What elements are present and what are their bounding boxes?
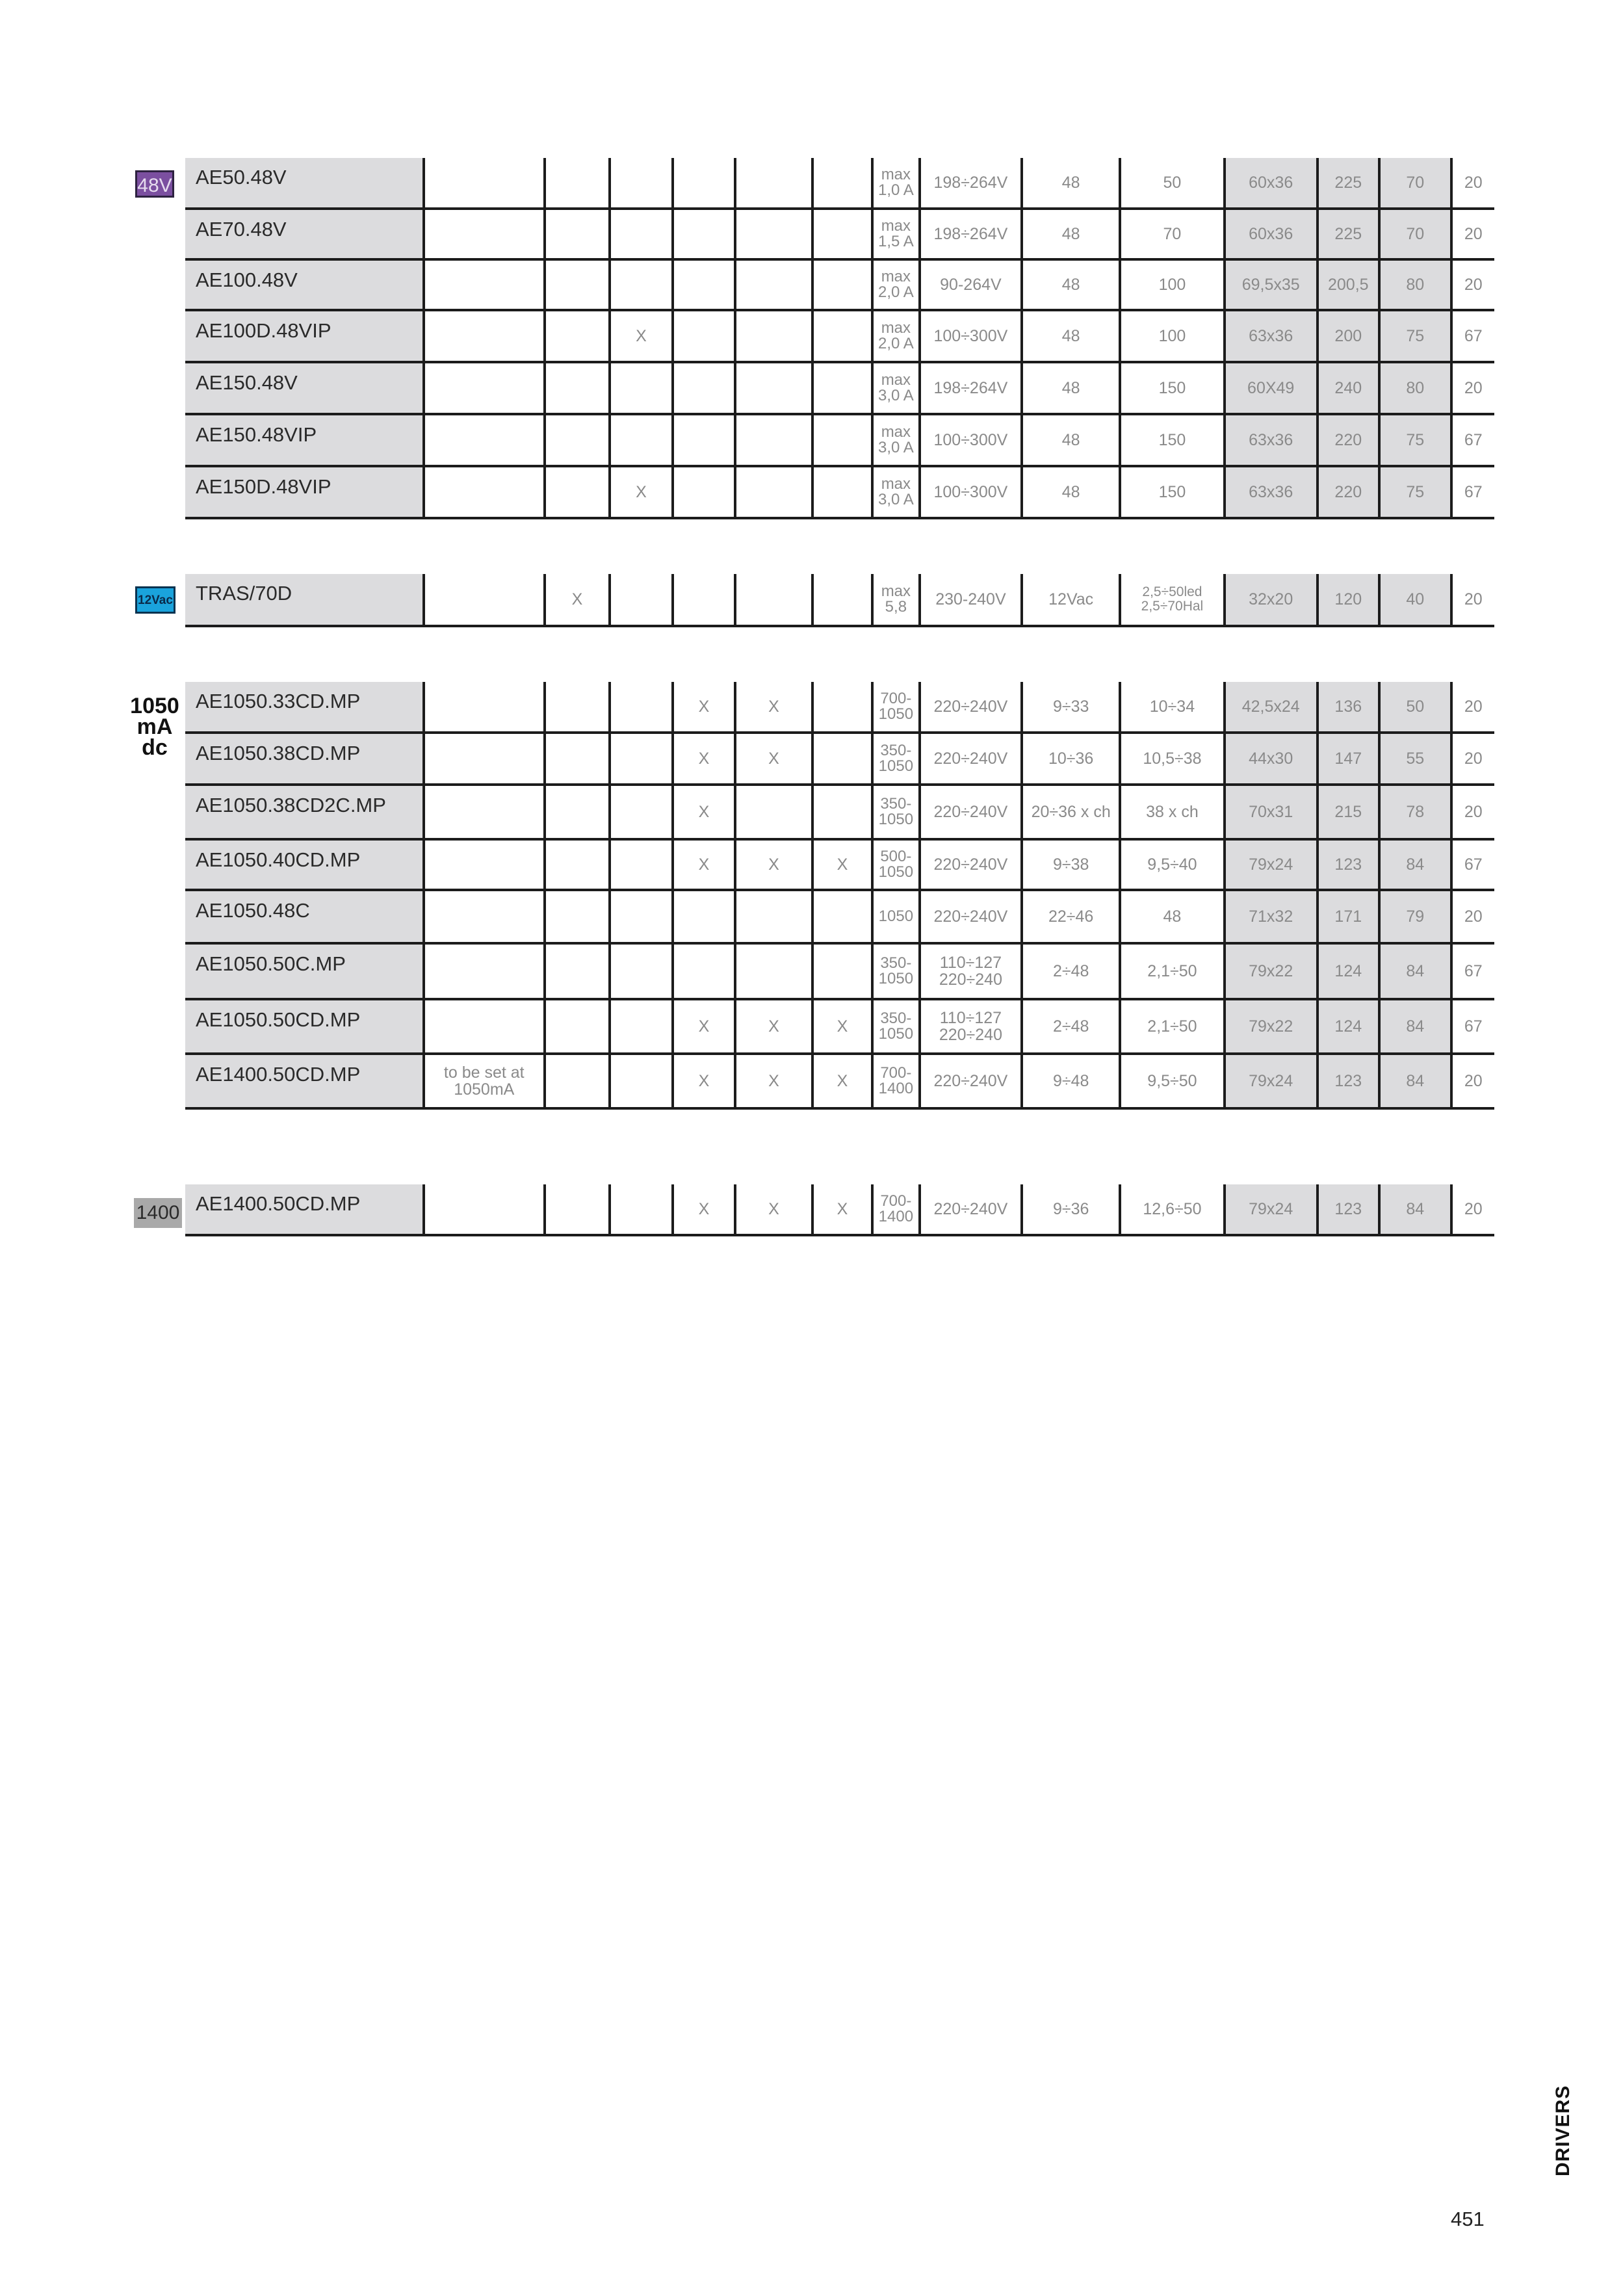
cell-c2 [610, 158, 672, 209]
cell-len: 124 [1318, 943, 1379, 999]
cell-amp: 350- 1050 [872, 943, 919, 999]
cell-c5 [812, 259, 872, 310]
cell-len: 200 [1318, 310, 1379, 362]
cell-c3 [673, 209, 735, 259]
table-row [185, 839, 1494, 890]
cell-size: 32x20 [1225, 574, 1318, 626]
badge-1050-line1: 1050 [130, 694, 179, 718]
cell-power [1120, 574, 1225, 626]
cell-note [424, 259, 545, 310]
cell-weight: 55 [1379, 733, 1451, 785]
cell-c1 [545, 890, 610, 943]
table-row [185, 209, 1494, 259]
cell-vout: 9÷33 [1022, 682, 1120, 733]
cell-amp: max 3,0 A [872, 414, 919, 466]
cell-model: AE1050.38CD.MP [185, 733, 424, 785]
cell-c1: X [545, 574, 610, 626]
cell-len: 123 [1318, 1184, 1379, 1235]
cell-c5 [812, 943, 872, 999]
cell-c4: X [735, 682, 812, 733]
cell-size: 60x36 [1225, 209, 1318, 259]
cell-vout: 9÷36 [1022, 1184, 1120, 1235]
cell-power: 150 [1120, 414, 1225, 466]
cell-weight: 84 [1379, 999, 1451, 1054]
cell-power: 2,1÷50 [1120, 999, 1225, 1054]
cell-c1 [545, 999, 610, 1054]
cell-c4: X [735, 733, 812, 785]
cell-size: 63x36 [1225, 310, 1318, 362]
cell-c1 [545, 943, 610, 999]
cell-c3: X [673, 1054, 735, 1108]
cell-ip: 20 [1451, 785, 1494, 839]
cell-ip: 20 [1451, 209, 1494, 259]
cell-model: AE100D.48VIP [185, 310, 424, 362]
cell-weight: 84 [1379, 943, 1451, 999]
cell-c3 [673, 362, 735, 414]
cell-c5: X [812, 1184, 872, 1235]
cell-c3 [673, 574, 735, 626]
cell-c4 [735, 466, 812, 518]
cell-model: AE1050.38CD2C.MP [185, 785, 424, 839]
cell-vout: 22÷46 [1022, 890, 1120, 943]
cell-vin: 220÷240V [920, 785, 1022, 839]
cell-power: 9,5÷50 [1120, 1054, 1225, 1108]
cell-c1 [545, 259, 610, 310]
cell-size: 79x24 [1225, 839, 1318, 890]
cell-c3: X [673, 839, 735, 890]
badge-1050-line3: dc [142, 735, 168, 760]
cell-vout: 9÷38 [1022, 839, 1120, 890]
cell-c2 [610, 1054, 672, 1108]
cell-c5 [812, 310, 872, 362]
cell-c5: X [812, 999, 872, 1054]
cell-weight: 75 [1379, 466, 1451, 518]
cell-size: 42,5x24 [1225, 682, 1318, 733]
cell-c4 [735, 209, 812, 259]
cell-model: AE150.48V [185, 362, 424, 414]
cell-c3: X [673, 785, 735, 839]
cell-c4 [735, 785, 812, 839]
cell-vin: 220÷240V [920, 733, 1022, 785]
cell-ip: 20 [1451, 890, 1494, 943]
cell-size: 71x32 [1225, 890, 1318, 943]
cell-model: AE1050.48C [185, 890, 424, 943]
cell-c5 [812, 158, 872, 209]
table-row [185, 574, 1494, 626]
table-row [185, 785, 1494, 839]
table-row [185, 1054, 1494, 1108]
table-row [185, 259, 1494, 310]
cell-len: 171 [1318, 890, 1379, 943]
cell-vin: 198÷264V [920, 158, 1022, 209]
cell-c2 [610, 890, 672, 943]
cell-note [424, 414, 545, 466]
cell-c3 [673, 310, 735, 362]
cell-c3 [673, 466, 735, 518]
cell-c5 [812, 682, 872, 733]
cell-vin: 110÷127 220÷240 [920, 999, 1022, 1054]
cell-note [424, 310, 545, 362]
cell-c3: X [673, 999, 735, 1054]
cell-power: 48 [1120, 890, 1225, 943]
cell-model: AE150D.48VIP [185, 466, 424, 518]
cell-weight: 50 [1379, 682, 1451, 733]
cell-amp: 350- 1050 [872, 733, 919, 785]
cell-weight: 79 [1379, 890, 1451, 943]
cell-c3 [673, 943, 735, 999]
cell-power: 12,6÷50 [1120, 1184, 1225, 1235]
cell-vin: 198÷264V [920, 209, 1022, 259]
cell-vout: 2÷48 [1022, 999, 1120, 1054]
cell-model: AE70.48V [185, 209, 424, 259]
cell-len: 225 [1318, 209, 1379, 259]
cell-size: 69,5x35 [1225, 259, 1318, 310]
table-row [185, 1184, 1494, 1235]
cell-c2 [610, 943, 672, 999]
cell-vin: 110÷127 220÷240 [920, 943, 1022, 999]
cell-c4: X [735, 839, 812, 890]
cell-c5 [812, 209, 872, 259]
cell-c2 [610, 574, 672, 626]
cell-c4 [735, 362, 812, 414]
badge-1400: 1400 [134, 1198, 182, 1228]
cell-c4 [735, 414, 812, 466]
cell-len: 123 [1318, 1054, 1379, 1108]
cell-note [424, 574, 545, 626]
cell-note [424, 682, 545, 733]
table-12vac-drivers [185, 574, 1494, 627]
cell-c4: X [735, 999, 812, 1054]
cell-c5 [812, 414, 872, 466]
cell-c1 [545, 414, 610, 466]
cell-vout: 2÷48 [1022, 943, 1120, 999]
cell-weight: 70 [1379, 209, 1451, 259]
cell-c3: X [673, 733, 735, 785]
cell-vin: 100÷300V [920, 466, 1022, 518]
cell-model: AE1050.40CD.MP [185, 839, 424, 890]
cell-c4 [735, 259, 812, 310]
cell-vin: 90-264V [920, 259, 1022, 310]
cell-vout: 48 [1022, 414, 1120, 466]
cell-vin: 220÷240V [920, 890, 1022, 943]
cell-size: 44x30 [1225, 733, 1318, 785]
cell-amp: 700- 1400 [872, 1054, 919, 1108]
cell-c3: X [673, 682, 735, 733]
cell-c5 [812, 574, 872, 626]
table-row [185, 362, 1494, 414]
cell-model: AE1050.33CD.MP [185, 682, 424, 733]
cell-size: 70x31 [1225, 785, 1318, 839]
cell-c2 [610, 362, 672, 414]
cell-c2: X [610, 466, 672, 518]
cell-model: AE50.48V [185, 158, 424, 209]
cell-amp: max 3,0 A [872, 466, 919, 518]
cell-amp: max 1,5 A [872, 209, 919, 259]
badge-1050-line2: mA [136, 714, 173, 739]
cell-note [424, 733, 545, 785]
cell-len: 120 [1318, 574, 1379, 626]
cell-model: AE100.48V [185, 259, 424, 310]
cell-amp: max 3,0 A [872, 362, 919, 414]
cell-c5 [812, 466, 872, 518]
badge-48v: 48V [135, 170, 174, 198]
cell-note [424, 362, 545, 414]
cell-c1 [545, 785, 610, 839]
cell-amp: max 1,0 A [872, 158, 919, 209]
cell-amp: max 2,0 A [872, 310, 919, 362]
cell-ip: 20 [1451, 733, 1494, 785]
cell-vin: 100÷300V [920, 414, 1022, 466]
cell-ip: 20 [1451, 682, 1494, 733]
table-1400ma-drivers [185, 1184, 1494, 1236]
cell-vout: 9÷48 [1022, 1054, 1120, 1108]
cell-power: 10,5÷38 [1120, 733, 1225, 785]
page-number: 451 [1451, 2208, 1485, 2230]
cell-ip: 20 [1451, 574, 1494, 626]
cell-len: 240 [1318, 362, 1379, 414]
cell-vout: 48 [1022, 310, 1120, 362]
cell-size: 79x24 [1225, 1054, 1318, 1108]
cell-note [424, 943, 545, 999]
cell-amp: 700- 1400 [872, 1184, 919, 1235]
cell-c1 [545, 158, 610, 209]
cell-c2 [610, 1184, 672, 1235]
cell-model: AE1050.50C.MP [185, 943, 424, 999]
cell-c2 [610, 999, 672, 1054]
cell-power: 100 [1120, 310, 1225, 362]
cell-power: 9,5÷40 [1120, 839, 1225, 890]
cell-note [424, 1184, 545, 1235]
cell-len: 147 [1318, 733, 1379, 785]
cell-c5 [812, 890, 872, 943]
cell-c1 [545, 1184, 610, 1235]
cell-note [424, 158, 545, 209]
table-row [185, 414, 1494, 466]
cell-ip: 67 [1451, 999, 1494, 1054]
cell-model: TRAS/70D [185, 574, 424, 626]
cell-vout: 48 [1022, 158, 1120, 209]
cell-vout: 48 [1022, 466, 1120, 518]
cell-vin: 220÷240V [920, 682, 1022, 733]
cell-vout: 48 [1022, 209, 1120, 259]
cell-c1 [545, 682, 610, 733]
cell-c5: X [812, 1054, 872, 1108]
cell-model: AE150.48VIP [185, 414, 424, 466]
cell-c1 [545, 1054, 610, 1108]
cell-vin: 220÷240V [920, 1184, 1022, 1235]
cell-note [424, 890, 545, 943]
cell-c4 [735, 158, 812, 209]
cell-c3 [673, 890, 735, 943]
cell-c4: X [735, 1054, 812, 1108]
table-row [185, 682, 1494, 733]
cell-c2: X [610, 310, 672, 362]
cell-c2 [610, 785, 672, 839]
cell-len: 200,5 [1318, 259, 1379, 310]
badge-12vac: 12Vac [135, 586, 175, 614]
cell-size: 79x22 [1225, 943, 1318, 999]
cell-c1 [545, 466, 610, 518]
cell-size: 63x36 [1225, 414, 1318, 466]
cell-amp: max 5,8 [872, 574, 919, 626]
cell-note: to be set at 1050mA [424, 1054, 545, 1108]
cell-len: 123 [1318, 839, 1379, 890]
table-row [185, 466, 1494, 518]
cell-ip: 20 [1451, 259, 1494, 310]
cell-power: 150 [1120, 362, 1225, 414]
cell-c1 [545, 839, 610, 890]
cell-vout: 48 [1022, 259, 1120, 310]
cell-vout: 20÷36 x ch [1022, 785, 1120, 839]
cell-len: 225 [1318, 158, 1379, 209]
cell-weight: 40 [1379, 574, 1451, 626]
cell-vin: 230-240V [920, 574, 1022, 626]
cell-vout: 12Vac [1022, 574, 1120, 626]
cell-size: 79x24 [1225, 1184, 1318, 1235]
cell-len: 215 [1318, 785, 1379, 839]
table-row [185, 733, 1494, 785]
cell-ip: 67 [1451, 839, 1494, 890]
cell-ip: 67 [1451, 310, 1494, 362]
cell-c2 [610, 259, 672, 310]
cell-ip: 20 [1451, 1184, 1494, 1235]
cell-model: AE1050.50CD.MP [185, 999, 424, 1054]
cell-model: AE1400.50CD.MP [185, 1054, 424, 1108]
cell-size: 60X49 [1225, 362, 1318, 414]
cell-c5 [812, 785, 872, 839]
cell-amp: 500- 1050 [872, 839, 919, 890]
cell-power: 10÷34 [1120, 682, 1225, 733]
cell-len: 220 [1318, 414, 1379, 466]
cell-len: 124 [1318, 999, 1379, 1054]
cell-power: 50 [1120, 158, 1225, 209]
cell-weight: 78 [1379, 785, 1451, 839]
cell-vin: 220÷240V [920, 1054, 1022, 1108]
cell-weight: 84 [1379, 839, 1451, 890]
cell-c3 [673, 414, 735, 466]
cell-c1 [545, 733, 610, 785]
cell-amp: 700- 1050 [872, 682, 919, 733]
cell-power-line1: 2,5÷50led [1142, 584, 1202, 599]
cell-power: 70 [1120, 209, 1225, 259]
table-row [185, 890, 1494, 943]
cell-c2 [610, 733, 672, 785]
cell-vin: 100÷300V [920, 310, 1022, 362]
cell-power: 38 x ch [1120, 785, 1225, 839]
cell-ip: 67 [1451, 466, 1494, 518]
cell-size: 79x22 [1225, 999, 1318, 1054]
cell-weight: 84 [1379, 1054, 1451, 1108]
table-row [185, 999, 1494, 1054]
cell-c1 [545, 362, 610, 414]
cell-len: 136 [1318, 682, 1379, 733]
cell-c2 [610, 209, 672, 259]
cell-c5 [812, 362, 872, 414]
cell-c1 [545, 310, 610, 362]
cell-c1 [545, 209, 610, 259]
cell-power-line2: 2,5÷70Hal [1141, 599, 1204, 614]
cell-power: 100 [1120, 259, 1225, 310]
cell-weight: 84 [1379, 1184, 1451, 1235]
cell-amp: max 2,0 A [872, 259, 919, 310]
cell-weight: 75 [1379, 414, 1451, 466]
cell-weight: 70 [1379, 158, 1451, 209]
cell-size: 60x36 [1225, 158, 1318, 209]
cell-amp: 350- 1050 [872, 785, 919, 839]
cell-c2 [610, 414, 672, 466]
cell-c4 [735, 890, 812, 943]
cell-c3 [673, 259, 735, 310]
cell-c3: X [673, 1184, 735, 1235]
table-row [185, 943, 1494, 999]
cell-c4: X [735, 1184, 812, 1235]
cell-c4 [735, 310, 812, 362]
cell-amp: 1050 [872, 890, 919, 943]
cell-vin: 220÷240V [920, 839, 1022, 890]
cell-size: 63x36 [1225, 466, 1318, 518]
cell-note [424, 466, 545, 518]
cell-weight: 75 [1379, 310, 1451, 362]
cell-power: 150 [1120, 466, 1225, 518]
cell-c2 [610, 839, 672, 890]
cell-amp: 350- 1050 [872, 999, 919, 1054]
cell-c5 [812, 733, 872, 785]
cell-ip: 67 [1451, 414, 1494, 466]
cell-c2 [610, 682, 672, 733]
cell-ip: 20 [1451, 158, 1494, 209]
cell-c4 [735, 574, 812, 626]
cell-note [424, 839, 545, 890]
cell-note [424, 785, 545, 839]
cell-vout: 48 [1022, 362, 1120, 414]
cell-ip: 20 [1451, 362, 1494, 414]
table-row [185, 310, 1494, 362]
cell-c4 [735, 943, 812, 999]
section-label: DRIVERS [1552, 2085, 1574, 2176]
cell-weight: 80 [1379, 362, 1451, 414]
cell-vin: 198÷264V [920, 362, 1022, 414]
cell-c3 [673, 158, 735, 209]
cell-weight: 80 [1379, 259, 1451, 310]
cell-model: AE1400.50CD.MP [185, 1184, 424, 1235]
cell-ip: 20 [1451, 1054, 1494, 1108]
cell-power: 2,1÷50 [1120, 943, 1225, 999]
table-row [185, 158, 1494, 209]
cell-note [424, 209, 545, 259]
badge-1050ma-dc [130, 696, 179, 758]
cell-c5: X [812, 839, 872, 890]
cell-vout: 10÷36 [1022, 733, 1120, 785]
table-1050ma-drivers [185, 682, 1494, 1110]
cell-ip: 67 [1451, 943, 1494, 999]
cell-len: 220 [1318, 466, 1379, 518]
table-48v-drivers [185, 158, 1494, 519]
cell-note [424, 999, 545, 1054]
